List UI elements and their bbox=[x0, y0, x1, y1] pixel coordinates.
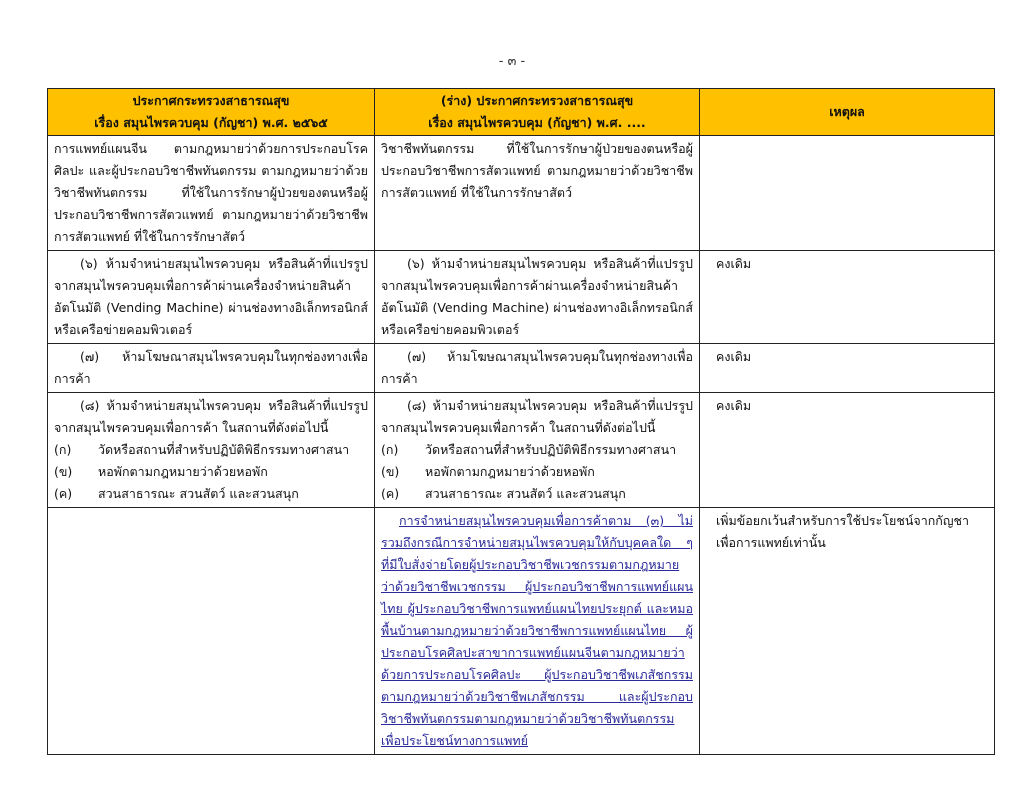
list-item bbox=[381, 439, 693, 461]
header-current-line2: เรื่อง สมุนไพรควบคุม (กัญชา) พ.ศ. ๒๕๖๕ bbox=[94, 115, 328, 130]
cell-text: (๗) ห้ามโฆษณาสมุนไพรควบคุมในทุกช่องทางเพื่อการค้า bbox=[54, 349, 368, 386]
list-marker: (ค) bbox=[54, 486, 73, 501]
list-item-text: สวนสาธารณะ สวนสัตว์ และสวนสนุก bbox=[425, 486, 626, 501]
list-item-text: หอพักตามกฎหมายว่าด้วยหอพัก bbox=[425, 464, 595, 479]
cell-text: (๖) ห้ามจำหน่ายสมุนไพรควบคุม หรือสินค้าที่แปรรูปจากสมุนไพรควบคุมเพื่อการค้าผ่านเครื่องจำหน่ายสินค้าอัตโนมัติ (Vending Machine) ผ่านช่องทางอิเล็กทรอนิกส์ หรือเครือข่ายคอมพิวเตอร์ bbox=[54, 256, 368, 337]
cell-reason bbox=[700, 508, 995, 755]
cell-draft bbox=[375, 136, 700, 251]
list-marker: (ข) bbox=[381, 464, 400, 479]
list-item bbox=[54, 461, 368, 483]
header-current-line1: ประกาศกระทรวงสาธารณสุข bbox=[132, 93, 290, 108]
cell-text: คงเดิม bbox=[716, 398, 752, 413]
cell-text: เพิ่มข้อยกเว้นสำหรับการใช้ประโยชน์จากกัญชาเพื่อการแพทย์เท่านั้น bbox=[716, 513, 970, 550]
list-item bbox=[381, 461, 693, 483]
header-draft-announcement bbox=[375, 89, 700, 136]
cell-draft bbox=[375, 344, 700, 393]
table-header-row bbox=[48, 89, 995, 136]
header-current-announcement bbox=[48, 89, 375, 136]
cell-current bbox=[48, 136, 375, 251]
cell-reason bbox=[700, 136, 995, 251]
list-item-text: วัดหรือสถานที่สำหรับปฏิบัติพิธีกรรมทางศาสนา bbox=[98, 442, 350, 457]
list-item bbox=[54, 483, 368, 505]
list-item bbox=[54, 439, 368, 461]
cell-text: (๖) ห้ามจำหน่ายสมุนไพรควบคุม หรือสินค้าที่แปรรูปจากสมุนไพรควบคุมเพื่อการค้าผ่านเครื่องจำหน่ายสินค้าอัตโนมัติ (Vending Machine) ผ่านช่องทางอิเล็กทรอนิกส์ หรือเครือข่ายคอมพิวเตอร์ bbox=[381, 256, 693, 337]
cell-text: (๗) ห้ามโฆษณาสมุนไพรควบคุมในทุกช่องทางเพื่อการค้า bbox=[381, 349, 693, 386]
list-marker: (ข) bbox=[54, 464, 73, 479]
list-marker: (ก) bbox=[54, 442, 72, 457]
cell-current bbox=[48, 344, 375, 393]
table-row bbox=[48, 508, 995, 755]
page-number: - ๓ - bbox=[498, 54, 526, 69]
cell-draft bbox=[375, 393, 700, 508]
cell-current bbox=[48, 251, 375, 344]
cell-reason bbox=[700, 344, 995, 393]
header-reason: เหตุผล bbox=[700, 89, 995, 136]
cell-text: คงเดิม bbox=[716, 256, 752, 271]
cell-current bbox=[48, 508, 375, 755]
amendment-text: การจำหน่ายสมุนไพรควบคุมเพื่อการค้าตาม (๓) ไม่รวมถึงกรณีการจำหน่ายสมุนไพรควบคุมให้กับบุคคลใด ๆ ที่มีใบสั่งจ่ายโดยผู้ประกอบวิชาชีพเวชกรรมตามกฎหมายว่าด้วยวิชาชีพเวชกรรม ผู้ประกอบวิชาชีพการแพทย์แผนไทย ผู้ประกอบวิชาชีพการแพทย์แผนไทยประยุกต์ และหมอพื้นบ้านตามกฎหมายว่าด้วยวิชาชีพการแพทย์แผนไทย ผู้ประกอบโรคศิลปะสาขาการแพทย์แผนจีนตามกฎหมายว่าด้วยการประกอบโรคศิลปะ ผู้ประกอบวิชาชีพเภสัชกรรมตามกฎหมายว่าด้วยวิชาชีพเภสัชกรรม และผู้ประกอบวิชาชีพทันตกรรมตามกฎหมายว่าด้วยวิชาชีพทันตกรรม เพื่อประโยชน์ทางการแพทย์ bbox=[381, 513, 693, 748]
list-item-text: สวนสาธารณะ สวนสัตว์ และสวนสนุก bbox=[98, 486, 299, 501]
cell-text: คงเดิม bbox=[716, 349, 752, 364]
cell-text: การแพทย์แผนจีน ตามกฎหมายว่าด้วยการประกอบโรคศิลปะ และผู้ประกอบวิชาชีพทันตกรรม ตามกฎหมายว่าด้วยวิชาชีพทันตกรรม ที่ใช้ในการรักษาผู้ป่วยของตนหรือผู้ประกอบวิชาชีพการสัตวแพทย์ ตามกฎหมายว่าด้วยวิชาชีพการสัตวแพทย์ ที่ใช้ในการรักษาสัตว์ bbox=[54, 141, 368, 244]
cell-reason bbox=[700, 393, 995, 508]
cell-current bbox=[48, 393, 375, 508]
cell-reason bbox=[700, 251, 995, 344]
list-marker: (ก) bbox=[381, 442, 399, 457]
list-item-text: หอพักตามกฎหมายว่าด้วยหอพัก bbox=[98, 464, 268, 479]
comparison-table bbox=[47, 88, 995, 755]
header-draft-line2: เรื่อง สมุนไพรควบคุม (กัญชา) พ.ศ. .... bbox=[428, 115, 646, 130]
table-row bbox=[48, 344, 995, 393]
header-draft-line1: (ร่าง) ประกาศกระทรวงสาธารณสุข bbox=[440, 93, 634, 108]
cell-text: (๘) ห้ามจำหน่ายสมุนไพรควบคุม หรือสินค้าที่แปรรูปจากสมุนไพรควบคุมเพื่อการค้า ในสถานที่ดังต่อไปนี้ bbox=[54, 398, 368, 435]
list-item bbox=[381, 483, 693, 505]
table-row bbox=[48, 251, 995, 344]
cell-text: (๘) ห้ามจำหน่ายสมุนไพรควบคุม หรือสินค้าที่แปรรูปจากสมุนไพรควบคุมเพื่อการค้า ในสถานที่ดังต่อไปนี้ bbox=[381, 398, 693, 435]
cell-draft bbox=[375, 251, 700, 344]
cell-draft bbox=[375, 508, 700, 755]
cell-text: วิชาชีพทันตกรรม ที่ใช้ในการรักษาผู้ป่วยของตนหรือผู้ประกอบวิชาชีพการสัตวแพทย์ ตามกฎหมายว่าด้วยวิชาชีพการสัตวแพทย์ ที่ใช้ในการรักษาสัตว์ bbox=[381, 141, 693, 200]
list-marker: (ค) bbox=[381, 486, 400, 501]
table-row bbox=[48, 393, 995, 508]
table-row bbox=[48, 136, 995, 251]
list-item-text: วัดหรือสถานที่สำหรับปฏิบัติพิธีกรรมทางศาสนา bbox=[425, 442, 677, 457]
